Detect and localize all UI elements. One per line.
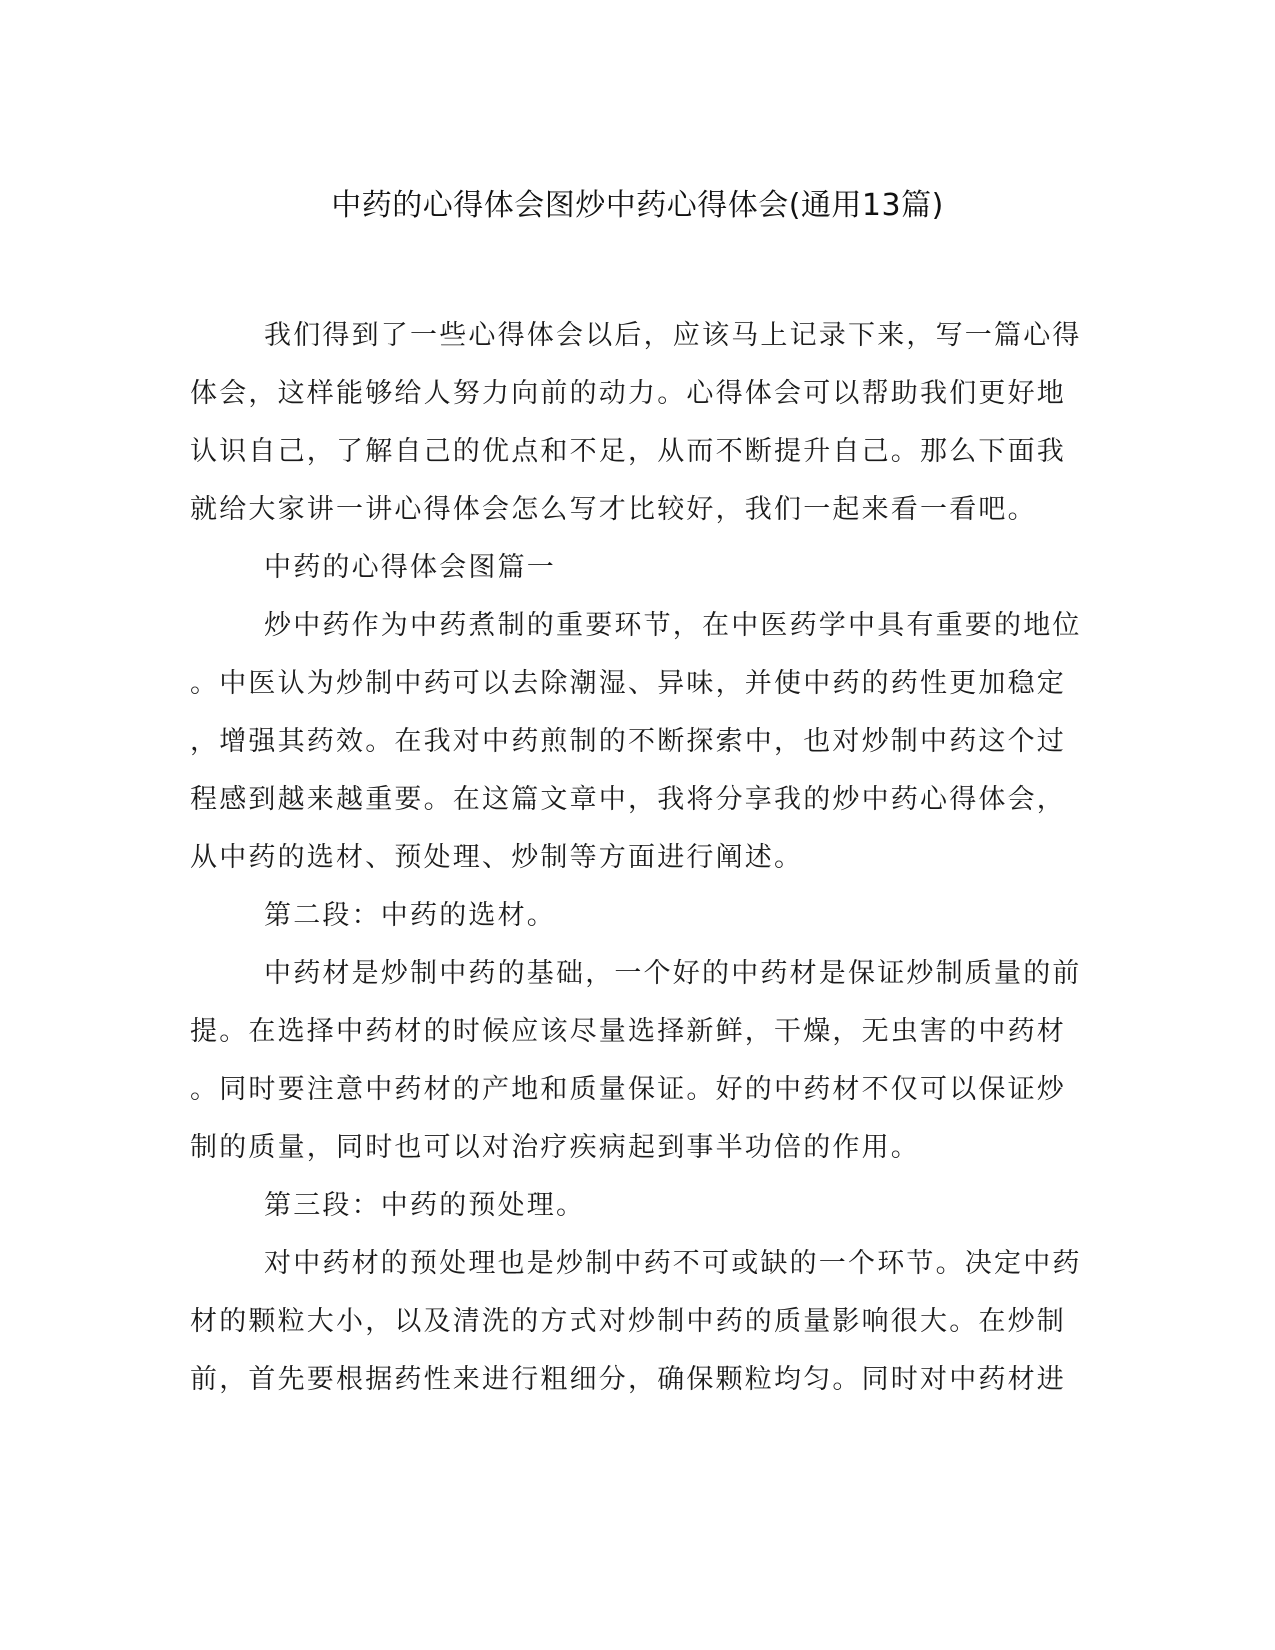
paragraph-line: 体会，这样能够给人努力向前的动力。心得体会可以帮助我们更好地 — [190, 378, 1066, 409]
paragraph-line: 认识自己，了解自己的优点和不足，从而不断提升自己。那么下面我 — [190, 436, 1066, 467]
section-heading: 中药的心得体会图篇一 — [264, 552, 556, 583]
paragraph-line: 程感到越来越重要。在这篇文章中，我将分享我的炒中药心得体会， — [190, 784, 1066, 815]
paragraph-line: ，增强其药效。在我对中药煎制的不断探索中，也对炒制中药这个过 — [190, 726, 1066, 757]
paragraph-line: 中药材是炒制中药的基础，一个好的中药材是保证炒制质量的前 — [264, 958, 1082, 989]
paragraph-line: 材的颗粒大小，以及清洗的方式对炒制中药的质量影响很大。在炒制 — [190, 1306, 1066, 1337]
paragraph-line: 从中药的选材、预处理、炒制等方面进行阐述。 — [190, 842, 804, 873]
paragraph-line: 前，首先要根据药性来进行粗细分，确保颗粒均匀。同时对中药材进 — [190, 1364, 1066, 1395]
paragraph-line: 制的质量，同时也可以对治疗疾病起到事半功倍的作用。 — [190, 1132, 920, 1163]
paragraph-line: 。同时要注意中药材的产地和质量保证。好的中药材不仅可以保证炒 — [190, 1074, 1066, 1105]
paragraph-line: 就给大家讲一讲心得体会怎么写才比较好，我们一起来看一看吧。 — [190, 494, 1037, 525]
paragraph-line: 。中医认为炒制中药可以去除潮湿、异味，并使中药的药性更加稳定 — [190, 668, 1066, 699]
paragraph-line: 提。在选择中药材的时候应该尽量选择新鲜，干燥，无虫害的中药材 — [190, 1016, 1066, 1047]
paragraph-line: 对中药材的预处理也是炒制中药不可或缺的一个环节。决定中药 — [264, 1248, 1082, 1279]
paragraph-line: 炒中药作为中药煮制的重要环节，在中医药学中具有重要的地位 — [264, 610, 1082, 641]
section-heading: 第二段：中药的选材。 — [264, 900, 556, 931]
document-title: 中药的心得体会图炒中药心得体会(通用13篇) — [331, 188, 944, 223]
paragraph-line: 我们得到了一些心得体会以后，应该马上记录下来，写一篇心得 — [264, 320, 1082, 351]
section-heading: 第三段：中药的预处理。 — [264, 1190, 586, 1221]
